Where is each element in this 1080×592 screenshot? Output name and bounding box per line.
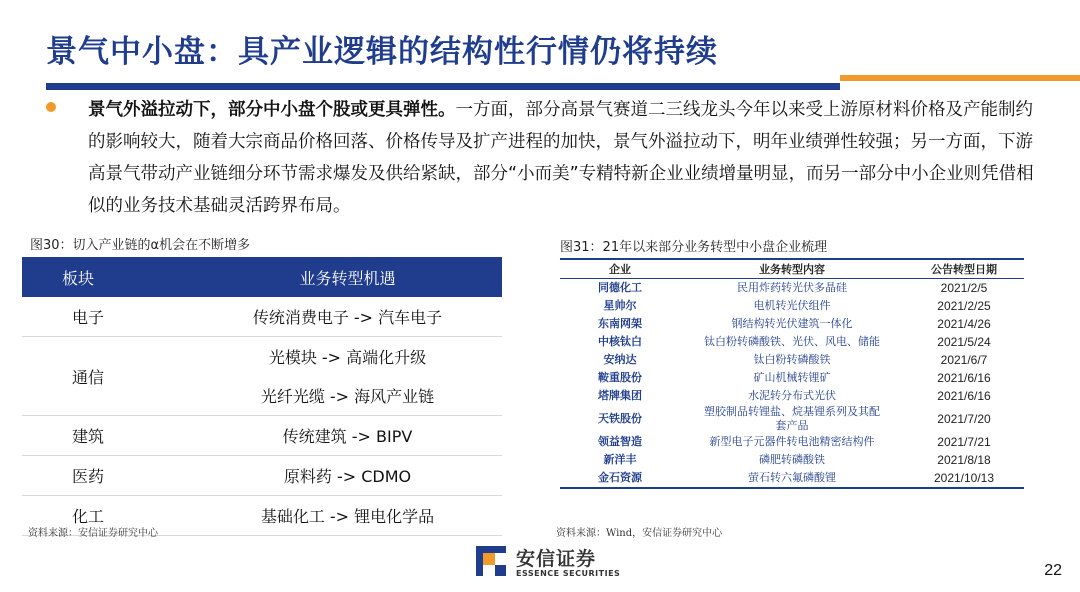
date-cell: 2021/4/26 [937, 317, 991, 331]
sector-cell: 医药 [22, 456, 193, 496]
content-cell: 民用炸药转光伏多晶硅 [737, 281, 847, 294]
table-row [560, 387, 1024, 405]
essence-logo-icon [476, 546, 506, 576]
opportunity-cell: 传统建筑 -> BIPV [193, 416, 502, 456]
opportunity-cell: 光模块 -> 高端化升级 [268, 348, 427, 367]
company-cell: 同德化工 [598, 281, 642, 294]
sector-cell: 化工 [22, 496, 193, 536]
col-header-company: 企业 [560, 259, 680, 279]
table-row [560, 469, 1024, 488]
col-header-content: 业务转型内容 [680, 259, 904, 279]
title-underline-orange [840, 75, 1080, 81]
company-cell: 领益智造 [598, 435, 642, 448]
transition-opportunity-table [22, 257, 502, 536]
left-figure-caption: 图30：切入产业链的α机会在不断增多 [30, 238, 251, 253]
bullet-body: 一方面，部分高景气赛道二三线龙头今年以来受上游原材料价格及产能制约的影响较大，随着大宗商品价格回落、价格传导及扩产进程的加快，景气外溢拉动下，明年业绩弹性较强；另一方面，下游高景气带动产业链细分环节需求爆发及供给紧缺，部分“小而美”专精特新企业业绩增量明显，而另一部分中小企业则凭借相似的业务技术基础灵活跨界布局。 [88, 100, 1034, 216]
left-figure-source: 资料来源：安信证券研究中心 [28, 528, 158, 539]
content-cell: 水泥转分布式光伏 [748, 389, 836, 402]
opportunity-cell: 原料药 -> CDMO [193, 456, 502, 496]
date-cell: 2021/5/24 [937, 335, 991, 349]
date-cell: 2021/6/7 [940, 353, 988, 367]
company-cell: 星帅尔 [603, 299, 637, 312]
table-row [22, 337, 502, 377]
company-cell: 东南网架 [598, 317, 642, 330]
right-figure-source: 资料来源：Wind，安信证券研究中心 [556, 528, 723, 539]
content-cell: 磷肥转磷酸铁 [759, 453, 825, 466]
date-cell: 2021/10/13 [904, 469, 1024, 488]
date-cell: 2021/7/21 [937, 435, 991, 449]
content-cell: 钢结构转光伏建筑一体化 [731, 317, 853, 330]
table-row [560, 297, 1024, 315]
table-row [22, 416, 502, 456]
bullet-paragraph [88, 94, 1048, 222]
content-cell: 电机转光伏组件 [753, 299, 831, 312]
page-title: 景气中小盘：具产业逻辑的结构性行情仍将持续 [46, 34, 718, 70]
sector-cell: 通信 [22, 337, 193, 416]
logo-name-en: ESSENCE SECURITIES [516, 569, 621, 578]
table-row [560, 405, 1024, 433]
table-row [560, 433, 1024, 451]
content-cell: 钛白粉转磷酸铁 [753, 353, 831, 366]
company-cell: 鞍重股份 [598, 371, 642, 384]
content-cell: 塑胶制品转锂盐、烷基锂系列及其配套产品 [704, 405, 880, 432]
table-row [560, 315, 1024, 333]
company-cell: 中核钛白 [598, 335, 642, 348]
table-row [560, 451, 1024, 469]
company-cell: 天铁股份 [598, 412, 642, 425]
logo-name-cn: 安信证券 [516, 548, 597, 570]
date-cell: 2021/6/16 [937, 371, 991, 385]
date-cell: 2021/2/25 [937, 299, 991, 313]
right-figure-caption: 图31：21年以来部分业务转型中小盘企业梳理 [560, 240, 828, 255]
content-cell: 钛白粉转磷酸铁、光伏、风电、储能 [704, 335, 880, 348]
date-cell: 2021/7/20 [937, 412, 991, 426]
bullet-dot-icon [46, 102, 56, 112]
date-cell: 2021/8/18 [937, 453, 991, 467]
col-header-date: 公告转型日期 [904, 259, 1024, 279]
company-logo [476, 544, 621, 584]
sector-cell: 电子 [22, 297, 193, 337]
table-row [560, 351, 1024, 369]
table-header-opportunity: 业务转型机遇 [193, 257, 502, 297]
opportunity-cell: 基础化工 -> 锂电化学品 [193, 496, 502, 536]
content-cell: 矿山机械转锂矿 [753, 371, 831, 384]
table-row [560, 279, 1024, 298]
sector-cell: 建筑 [22, 416, 193, 456]
table-row [22, 456, 502, 496]
company-transition-table [560, 258, 1024, 489]
company-cell: 安纳达 [603, 353, 637, 366]
date-cell: 2021/2/5 [940, 281, 988, 295]
table-row [560, 369, 1024, 387]
content-cell: 新型电子元器件转电池精密结构件 [709, 435, 875, 448]
company-cell: 金石资源 [560, 469, 680, 488]
opportunity-cell: 传统消费电子 -> 汽车电子 [193, 297, 502, 337]
opportunity-cell: 光纤光缆 -> 海风产业链 [193, 376, 502, 416]
page-number: 22 [1044, 562, 1062, 579]
title-underline-blue [46, 83, 840, 90]
table-row [560, 333, 1024, 351]
table-row [22, 297, 502, 337]
bullet-bold-lead: 景气外溢拉动下，部分中小盘个股或更具弹性。 [88, 100, 456, 120]
content-cell: 萤石转六氟磷酸锂 [680, 469, 904, 488]
date-cell: 2021/6/16 [937, 389, 991, 403]
table-header-sector: 板块 [22, 257, 193, 297]
company-cell: 塔牌集团 [598, 389, 642, 402]
company-cell: 新洋丰 [603, 453, 637, 466]
